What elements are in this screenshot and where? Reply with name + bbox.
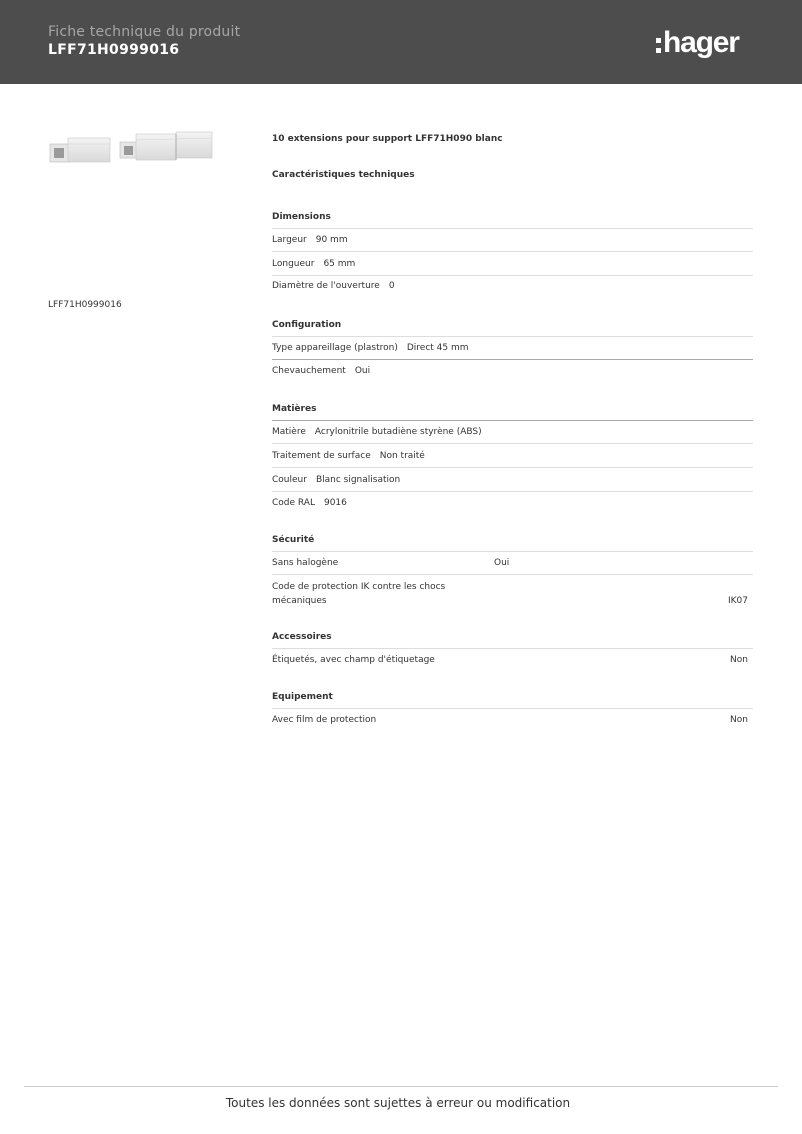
section-title: Configuration [272, 318, 753, 337]
spec-value: Acrylonitrile butadiène styrène (ABS) [314, 427, 482, 437]
spec-label: Traitement de surface [272, 451, 371, 461]
logo-colon-icon [656, 38, 661, 53]
spec-value: 0 [388, 281, 395, 291]
spec-value: Blanc signalisation [315, 475, 401, 485]
spec-label: Longueur [272, 259, 315, 269]
spec-label: Type appareillage (plastron) [272, 343, 398, 353]
spec-value: Oui [494, 558, 510, 568]
section-equipement [272, 690, 753, 732]
footer-disclaimer: Toutes les données sont sujettes à erreur ou modification [225, 1096, 571, 1110]
spec-value: Direct 45 mm [406, 343, 469, 353]
product-reference: LFF71H0999016 [48, 300, 122, 310]
section-dimensions [272, 210, 753, 299]
footer-divider [24, 1086, 778, 1087]
spec-label: Diamètre de l'ouverture [272, 281, 380, 291]
spec-value: Non [730, 715, 748, 725]
spec-label-continued: mécaniques [272, 596, 327, 606]
spec-label: Matière [272, 427, 306, 437]
spec-row [272, 492, 753, 515]
spec-label: Largeur [272, 235, 307, 245]
section-securite [272, 533, 753, 611]
logo-wordmark: hager [663, 26, 739, 59]
characteristics-heading: Caractéristiques techniques [272, 170, 415, 180]
spec-label: Avec film de protection [272, 715, 377, 725]
section-matieres [272, 402, 753, 515]
spec-label: Sans halogène [272, 558, 339, 568]
spec-value: Non traité [379, 451, 425, 461]
section-accessoires [272, 630, 753, 672]
spec-row [272, 709, 753, 732]
spec-value: Non [730, 655, 748, 665]
spec-label: Étiquetés, avec champ d'étiquetage [272, 655, 435, 665]
section-title: Matières [272, 402, 753, 421]
spec-value: Oui [354, 366, 371, 376]
header-subtitle: Fiche technique du produit [48, 24, 241, 40]
spec-row [272, 276, 753, 299]
product-title: 10 extensions pour support LFF71H090 blanc [272, 134, 503, 144]
section-title: Dimensions [272, 210, 753, 229]
spec-row [272, 575, 753, 611]
brand-logo [656, 26, 739, 60]
section-title: Accessoires [272, 630, 753, 649]
spec-row [272, 421, 753, 444]
spec-row [272, 337, 753, 360]
spec-row [272, 229, 753, 252]
section-title: Equipement [272, 690, 753, 709]
spec-value: 65 mm [323, 259, 356, 269]
product-image [44, 124, 220, 174]
spec-row [272, 649, 753, 672]
spec-label: Couleur [272, 475, 307, 485]
section-configuration [272, 318, 753, 383]
spec-label: Code RAL [272, 498, 315, 508]
spec-value: 9016 [323, 498, 347, 508]
spec-value: 90 mm [315, 235, 348, 245]
spec-row [272, 360, 753, 383]
spec-row [272, 552, 753, 575]
spec-value: IK07 [727, 596, 748, 606]
spec-row [272, 468, 753, 492]
spec-row [272, 444, 753, 468]
spec-label: Chevauchement [272, 366, 346, 376]
header-product-code: LFF71H0999016 [48, 42, 180, 58]
spec-row [272, 252, 753, 276]
header-bar [0, 0, 802, 84]
spec-label: Code de protection IK contre les chocs [272, 582, 446, 592]
section-title: Sécurité [272, 533, 753, 552]
